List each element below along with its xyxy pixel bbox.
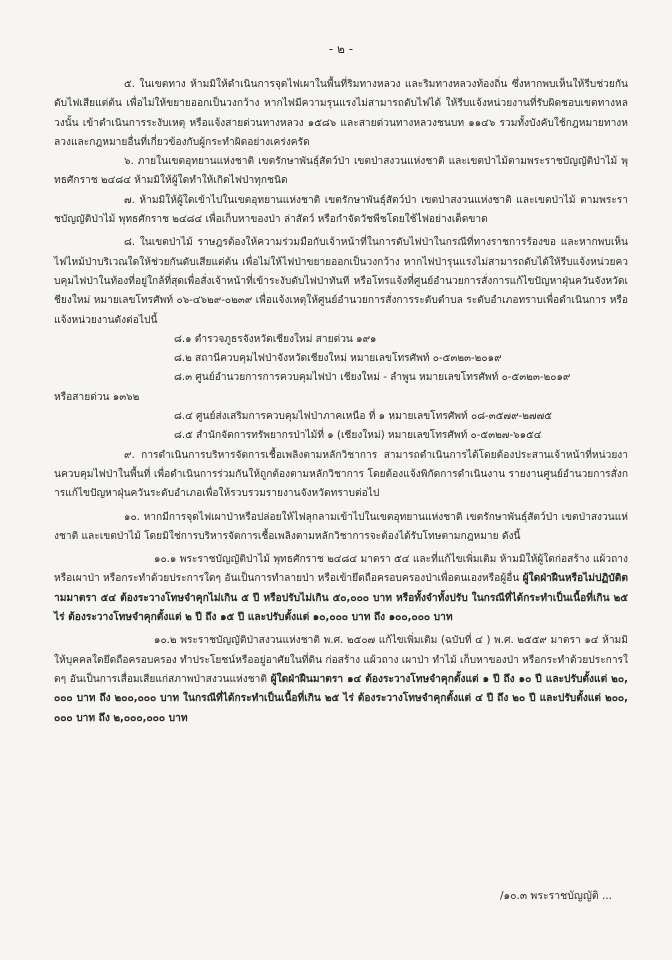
sub-item-8-4: ๘.๔ ศูนย์ส่งเสริมการควบคุมไฟป่าภาคเหนือ ที่ ๑ หมายเลขโทรศัพท์ ๐๘-๓๕๗๙-๒๗๗๕ bbox=[174, 411, 552, 423]
paragraph-10: ๑๐. หากมีการจุดไฟเผาป่าหรือปล่อยให้ไฟลุกลามเข้าไปในเขตอุทยานแห่งชาติ เขตรักษาพันธุ์สัตว์ป่า เขตป่าสงวนแห่งชาติ และเขตป่าไม้ โดยมิใช่การบริหารจัดการเชื้อเพลิงตามหลักวิชาการจะต้องได้รับโทษตามกฎหมาย ดังนี้ bbox=[54, 511, 628, 542]
law-10-2-penalty: ผู้ใดฝ่าฝืนมาตรา ๑๔ ต้องระวางโทษจำคุกตั้งแต่ ๑ ปี ถึง ๑๐ ปี และปรับตั้งแต่ ๒๐,๐๐๐ บาท ถึง ๒๐๐,๐๐๐ บาท ในกรณีที่ได้กระทำเป็นเนื้อที่เกิน ๒๕ ไร่ ต้องระวางโทษจำคุกตั้งแต่ ๔ ปี ถึง ๒๐ ปี และปรับตั้งแต่ ๒๐๐,๐๐๐ บาท ถึง ๒,๐๐๐,๐๐๐ บาท bbox=[54, 673, 628, 724]
law-10-1 bbox=[54, 550, 628, 627]
paragraph-7: ๗. ห้ามมิให้ผู้ใดเข้าไปในเขตอุทยานแห่งชาติ เขตรักษาพันธุ์สัตว์ป่า เขตป่าสงวนแห่งชาติ และเขตป่าไม้ ตามพระราชบัญญัติป่าไม้ พุทธศักราช ๒๔๘๔ เพื่อเก็บหาของป่า ล่าสัตว์ หรือกำจัดวัชพืชโดยใช้ไฟอย่างเด็ดขาด bbox=[54, 194, 628, 226]
sub-item-8-5: ๘.๕ สำนักจัดการทรัพยากรป่าไม้ที่ ๑ (เชียงใหม่) หมายเลขโทรศัพท์ ๐-๕๓๒๗-๖๑๕๔ bbox=[174, 430, 542, 442]
paragraph-9: ๙. การดำเนินการบริหารจัดการเชื้อเพลิงตามหลักวิชาการ สามารถดำเนินการได้โดยต้องประสานเจ้าหน้าที่หน่วยงานควบคุมไฟป่าในพื้นที่ เพื่อดำเนินการร่วมกันให้ถูกต้องตามหลักวิชาการ โดยต้องแจ้งพิกัดการดำเนินงาน รายงานศูนย์อำนวยการสั่งการแก้ไขปัญหาฝุ่นควันระดับอำเภอเพื่อให้รวบรวมรายงานจังหวัดทราบต่อไป bbox=[54, 449, 628, 500]
paragraph-5: ๕. ในเขตทาง ห้ามมิให้ดำเนินการจุดไฟเผาในพื้นที่ริมทางหลวง และริมทางหลวงท้องถิ่น ซึ่งหากพบเห็นให้รีบช่วยกันดับไฟเสียแต่ต้น เพื่อไม่ให้ขยายออกเป็นวงกว้าง หากไฟมีความรุนแรงไม่สามารถดับไฟได้ ให้รีบแจ้งหน่วยงานที่รับผิดชอบเขตทางหลวงนั้น เข้าดำเนินการระงับเหตุ หรือแจ้งสายด่วนทางหลวง ๑๕๘๖ และสายด่วนทางหลวงชนบท ๑๑๔๖ รวมทั้งบังคับใช้กฎหมายทางหลวงและกฎหมายอื่นที่เกี่ยวข้องกับผู้กระทำผิดอย่างเคร่งครัด bbox=[54, 79, 628, 148]
sub-item-8-2: ๘.๒ สถานีควบคุมไฟป่าจังหวัดเชียงใหม่ หมายเลขโทรศัพท์ ๐-๕๓๒๓-๒๐๑๙ bbox=[174, 353, 502, 365]
paragraph-6: ๖. ภายในเขตอุทยานแห่งชาติ เขตรักษาพันธุ์สัตว์ป่า เขตป่าสงวนแห่งชาติ และเขตป่าไม้ตามพระราชบัญญัติป่าไม้ พุทธศักราช ๒๔๘๔ ห้ามมิให้ผู้ใดทำให้เกิดไฟป่าทุกชนิด bbox=[54, 156, 628, 187]
law-10-1-text: ๑๐.๑ พระราชบัญญัติป่าไม้ พุทธศักราช ๒๔๘๔ มาตรา ๕๔ และที่แก้ไขเพิ่มเติม ห้ามมิให้ผู้ใดก่อสร้าง แผ้วถางหรือเผาป่า หรือกระทำด้วยประการใดๆ อันเป็นการทำลายป่า หรือเข้ายึดถือครอบครองป่าเพื่อตนเองหรือผู้อื่น bbox=[54, 554, 628, 585]
law-10-2-text: ๑๐.๒ พระราชบัญญัติป่าสงวนแห่งชาติ พ.ศ. ๒๕๐๗ แก้ไขเพิ่มเติม (ฉบับที่ ๔ ) พ.ศ. ๒๕๕๙ มาตรา ๑๔ ห้ามมิให้บุคคลใดยึดถือครอบครอง ทำประโยชน์หรืออยู่อาศัยในที่ดิน ก่อสร้าง แผ้วถาง เผาป่า ทำไม้ เก็บหาของป่า หรือกระทำด้วยประการใดๆ อันเป็นการเสื่อมเสียแก่สภาพป่าสงวนแห่งชาติ bbox=[54, 635, 628, 685]
page-number: - ๒ - bbox=[328, 42, 354, 56]
sub-item-8-3-continuation: หรือสายด่วน ๑๓๖๒ bbox=[54, 391, 140, 403]
sub-item-8-1: ๘.๑ ตำรวจภูธรจังหวัดเชียงใหม่ สายด่วน ๑๙๑ bbox=[174, 333, 377, 345]
law-10-2 bbox=[54, 631, 628, 727]
continuation-note: /๑๐.๓ พระราชบัญญัติ ... bbox=[499, 890, 612, 902]
sub-item-8-3: ๘.๓ ศูนย์อำนวยการการควบคุมไฟป่า เชียงใหม่ - ลำพูน หมายเลขโทรศัพท์ ๐-๕๓๒๓-๒๐๑๙ bbox=[174, 372, 571, 384]
paragraph-8: ๘. ในเขตป่าไม้ ราษฎรต้องให้ความร่วมมือกับเจ้าหน้าที่ในการดับไฟป่าในกรณีที่ทางราชการร้องขอ และหากพบเห็นไฟไหม้ป่าบริเวณใดให้ช่วยกันดับเสียแต่ต้น เพื่อไม่ให้ไฟป่าขยายออกเป็นวงกว้าง หากไฟป่ารุนแรงไม่สามารถดับได้ให้รีบแจ้งหน่วยควบคุมไฟป่าในท้องที่อยู่ใกล้ที่สุดเพื่อสั่งเจ้าหน้าที่เข้าระงับดับไฟป่าทันที หรือโทรแจ้งที่ศูนย์อำนวยการสั่งการแก้ไขปัญหาฝุ่นควันจังหวัดเชียงใหม่ หมายเลขโทรศัพท์ ๐๖-๔๖๒๙-๐๒๓๙ เพื่อแจ้งเหตุให้ศูนย์อำนวยการสั่งการระดับตำบล ระดับอำเภอทราบเพื่อดำเนินการ หรือแจ้งหน่วยงานดังต่อไปนี้ bbox=[54, 237, 628, 326]
law-10-1-penalty: ผู้ใดฝ่าฝืนหรือไม่ปฏิบัติตามมาตรา ๕๔ ต้องระวางโทษจำคุกไม่เกิน ๕ ปี หรือปรับไม่เกิน ๕๐,๐๐๐ บาท หรือทั้งจำทั้งปรับ ในกรณีที่ได้กระทำเป็นเนื้อที่เกิน ๒๕ ไร่ ต้องระวางโทษจำคุกตั้งแต่ ๒ ปี ถึง ๑๕ ปี และปรับตั้งแต่ ๑๐,๐๐๐ บาท ถึง ๑๐๐,๐๐๐ บาท bbox=[54, 573, 628, 624]
